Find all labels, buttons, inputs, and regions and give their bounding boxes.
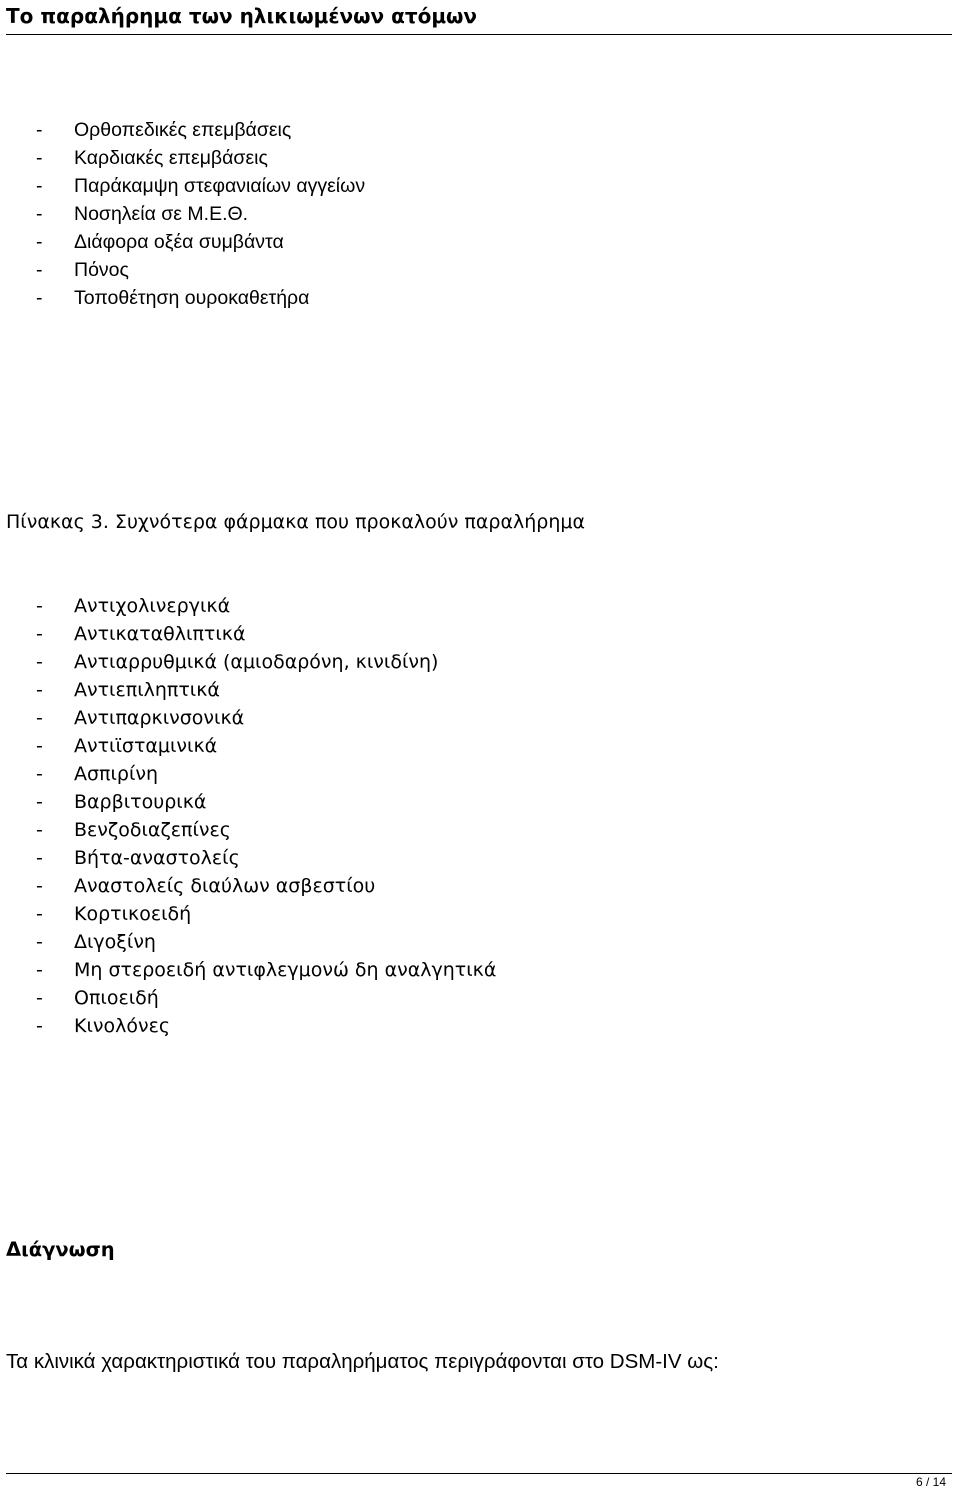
list-item <box>36 872 496 900</box>
drugs-list <box>36 592 496 1040</box>
list-item <box>36 620 496 648</box>
list-bullet: - <box>36 651 43 673</box>
list-item-text: Αντιχολινεργικά <box>74 595 231 617</box>
list-item-text: Βαρβιτουρικά <box>74 791 207 813</box>
list-item <box>36 732 496 760</box>
list-bullet: - <box>36 735 43 757</box>
list-bullet: - <box>36 903 43 925</box>
page-header-title: Το παραλήρημα των ηλικιωμένων ατόμων <box>6 4 478 28</box>
list-item <box>36 172 365 200</box>
list-item <box>36 284 365 312</box>
list-item <box>36 144 365 172</box>
list-item <box>36 844 496 872</box>
list-item <box>36 816 496 844</box>
list-bullet: - <box>36 259 43 281</box>
list-item-text: Αντιεπιληπτικά <box>74 679 220 701</box>
list-bullet: - <box>36 623 43 645</box>
list-bullet: - <box>36 847 43 869</box>
list-bullet: - <box>36 203 43 225</box>
list-item <box>36 228 365 256</box>
list-item <box>36 900 496 928</box>
list-item-text: Αντιαρρυθμικά (αμιοδαρόνη, κινιδίνη) <box>74 651 439 673</box>
list-item-text: Νοσηλεία σε Μ.Ε.Θ. <box>74 203 249 225</box>
list-bullet: - <box>36 763 43 785</box>
list-item-text: Καρδιακές επεμβάσεις <box>74 147 268 169</box>
list-item-text: Βενζοδιαζεπίνες <box>74 819 231 841</box>
list-bullet: - <box>36 679 43 701</box>
list-bullet: - <box>36 287 43 309</box>
list-item-text: Βήτα-αναστολείς <box>74 847 240 869</box>
list-item <box>36 256 365 284</box>
list-item <box>36 956 496 984</box>
list-item-text: Πόνος <box>74 259 129 281</box>
list-item <box>36 760 496 788</box>
diagnosis-paragraph: Τα κλινικά χαρακτηριστικά του παραληρήματος περιγράφονται στο DSM-IV ως: <box>6 1350 719 1373</box>
list-item-text: Μη στεροειδή αντιφλεγμονώ δη αναλγητικά <box>74 959 497 981</box>
header-divider <box>6 34 952 35</box>
list-bullet: - <box>36 231 43 253</box>
list-item-text: Ορθοπεδικές επεμβάσεις <box>74 119 292 141</box>
list-item-text: Αντιϊσταμινικά <box>74 735 218 757</box>
list-item-text: Διγοξίνη <box>74 931 156 953</box>
list-item-text: Τοποθέτηση ουροκαθετήρα <box>74 287 310 309</box>
list-bullet: - <box>36 791 43 813</box>
list-item <box>36 788 496 816</box>
list-bullet: - <box>36 987 43 1009</box>
page-number: 6 / 14 <box>915 1475 946 1489</box>
list-bullet: - <box>36 707 43 729</box>
list-item <box>36 592 496 620</box>
list-item <box>36 704 496 732</box>
section-heading-diagnosis: Διάγνωση <box>6 1238 115 1261</box>
list-bullet: - <box>36 175 43 197</box>
list-bullet: - <box>36 1015 43 1037</box>
list-item-text: Διάφορα οξέα συμβάντα <box>74 231 284 253</box>
list-item-text: Αντιπαρκινσονικά <box>74 707 245 729</box>
list-item-text: Κορτικοειδή <box>74 903 192 925</box>
list-item-text: Οπιοειδή <box>74 987 159 1009</box>
list-item <box>36 116 365 144</box>
list-item-text: Ασπιρίνη <box>74 763 159 785</box>
list-bullet: - <box>36 875 43 897</box>
list-item <box>36 984 496 1012</box>
table-caption: Πίνακας 3. Συχνότερα φάρμακα που προκαλούν παραλήρημα <box>6 511 585 533</box>
list-bullet: - <box>36 119 43 141</box>
list-bullet: - <box>36 959 43 981</box>
list-item <box>36 676 496 704</box>
list-item <box>36 648 496 676</box>
list-item-text: Παράκαμψη στεφανιαίων αγγείων <box>74 175 366 197</box>
list-item-text: Αντικαταθλιπτικά <box>74 623 246 645</box>
list-bullet: - <box>36 595 43 617</box>
list-item <box>36 200 365 228</box>
interventions-list <box>36 116 365 312</box>
list-item <box>36 928 496 956</box>
list-bullet: - <box>36 931 43 953</box>
list-bullet: - <box>36 147 43 169</box>
list-bullet: - <box>36 819 43 841</box>
list-item-text: Κινολόνες <box>74 1015 171 1037</box>
footer-divider <box>6 1473 952 1474</box>
list-item-text: Αναστολείς διαύλων ασβεστίου <box>74 875 376 897</box>
list-item <box>36 1012 496 1040</box>
